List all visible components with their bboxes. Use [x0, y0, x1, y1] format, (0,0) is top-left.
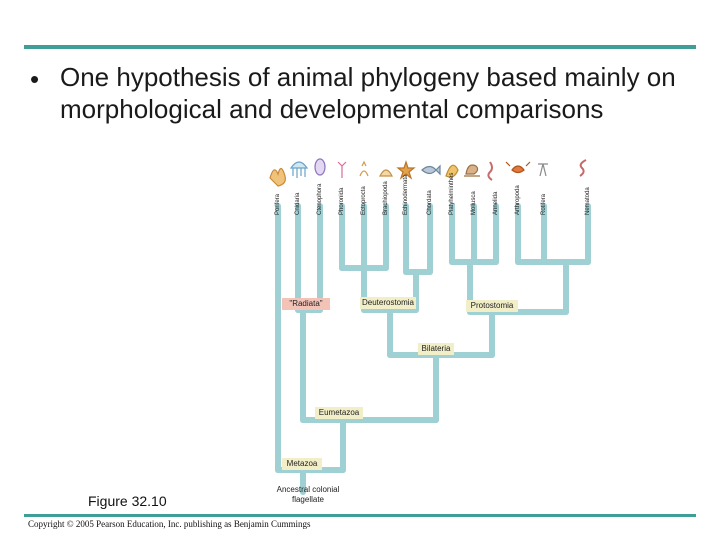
taxon-label: Ctenophora: [317, 183, 323, 215]
taxon-label: Phoronida: [339, 187, 345, 215]
taxon-label: Platyhelminthes: [449, 172, 455, 215]
taxon-label: Porifera: [275, 193, 281, 215]
taxon-label: Rotifera: [541, 193, 547, 215]
taxon-label: Brachiopoda: [383, 181, 389, 215]
bottom-rule: [24, 514, 696, 517]
clade-label-bilateria: Bilateria: [418, 343, 454, 355]
ancestor-label: Ancestral colonial flagellate: [276, 485, 340, 504]
copyright-notice: Copyright © 2005 Pearson Education, Inc. publishing as Benjamin Cummings: [28, 519, 311, 529]
taxon-label: Mollusca: [471, 191, 477, 215]
taxon-label: Echinodermata: [403, 174, 409, 215]
taxon-label: Annelida: [493, 191, 499, 215]
clade-label-deuterostomia: Deuterostomia: [361, 298, 415, 307]
clade-label-protostomia: Protostomia: [466, 300, 518, 312]
slide-title: One hypothesis of animal phylogeny based mainly on morphological and developmental comparisons: [60, 62, 676, 124]
title-bullet: •: [30, 64, 40, 94]
clade-label-eumetazoa: Eumetazoa: [315, 407, 363, 419]
taxon-label: Cnidaria: [295, 192, 301, 215]
taxon-label: Chordata: [427, 190, 433, 215]
taxon-label: Nematoda: [585, 187, 591, 215]
taxon-label: Arthropoda: [515, 185, 521, 215]
figure-label: Figure 32.10: [88, 493, 167, 509]
clade-label-metazoa: Metazoa: [282, 458, 322, 470]
clade-label-radiata: "Radiata": [282, 298, 330, 310]
taxon-label: Ectoprocta: [361, 186, 367, 215]
